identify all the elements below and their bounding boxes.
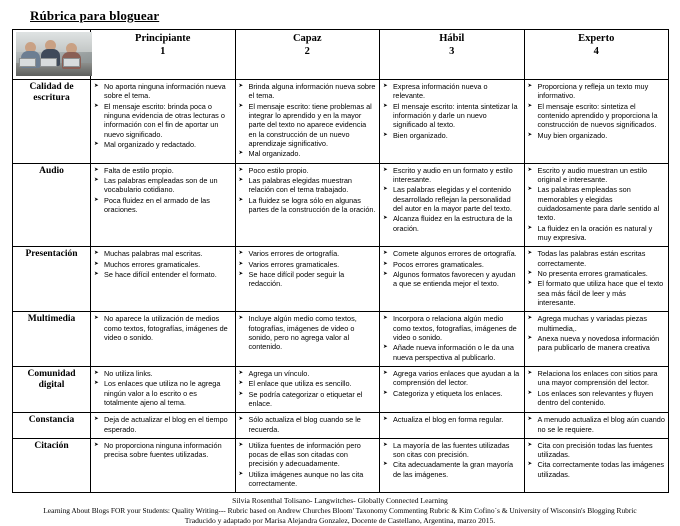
criterion-label: Audio	[13, 163, 91, 247]
cell-r5-c2	[380, 413, 525, 439]
list-item: ➤ Se podría categorizar o etiquetar el enlace.	[239, 390, 377, 409]
table-row	[13, 163, 669, 247]
level-header-4	[524, 30, 669, 80]
criterion-label: Calidad de escritura	[13, 80, 91, 164]
page-title: Rúbrica para bloguear	[30, 8, 160, 23]
cell-r2-c3	[524, 247, 669, 312]
list-item: ➤ Bien organizado.	[383, 131, 521, 140]
list-item: ➤ Relaciona los enlaces con sitios para una mayor comprensión del lector.	[528, 369, 666, 388]
level-label-1: Principiante	[135, 33, 191, 44]
cell-r0-c0	[91, 80, 236, 164]
cell-r2-c1	[235, 247, 380, 312]
level-number-3: 3	[449, 46, 455, 58]
level-label-4: Experto	[578, 33, 615, 44]
list-item: ➤ Muy bien organizado.	[528, 131, 666, 140]
list-item: ➤ Incorpora o relaciona algún medio como textos, fotografías, imágenes de video o sonido.	[383, 314, 521, 342]
criterion-label: Citación	[13, 438, 91, 493]
cell-r3-c2	[380, 312, 525, 367]
footer-line-3: Traducido y adaptado por Marisa Alejandra Gonzalez, Docente de Castellano, Argentina, marzo 2015.	[184, 515, 496, 525]
list-item: ➤ Agrega un vínculo.	[239, 369, 377, 378]
list-item: ➤ Algunos formatos favorecen y ayudan a que se entienda mejor el texto.	[383, 270, 521, 289]
list-item: ➤ No proporciona ninguna información precisa sobre fuentes utilizadas.	[94, 441, 232, 460]
table-row	[13, 413, 669, 439]
level-number-2: 2	[304, 46, 310, 58]
list-item: ➤ Brinda alguna información nueva sobre el tema.	[239, 82, 377, 101]
list-item: ➤ La fluidez se logra sólo en algunas partes de la construcción de la oración.	[239, 196, 377, 215]
table-row	[13, 247, 669, 312]
footer-line-2: Learning About Blogs FOR your Students: Quality Writing--- Rubric based on Andrew Churches Bloom' Taxonomy Commenting Rubric & Kim Cofino´s & University of Wisconsin's Blogging Rubric	[43, 506, 637, 516]
footer-line-1: Silvia Rosenthal Tolisano- Langwitches- Globally Connected Learning	[232, 496, 448, 506]
list-item: ➤ Proporciona y refleja un texto muy informativo.	[528, 82, 666, 101]
cell-r0-c2	[380, 80, 525, 164]
list-item: ➤ Escrito y audio en un formato y estilo interesante.	[383, 166, 521, 185]
list-item: ➤ No aparece la utilización de medios como textos, fotografías, imágenes de video o sonido.	[94, 314, 232, 342]
level-label-2: Capaz	[292, 33, 322, 44]
list-item: ➤ Actualiza el blog en forma regular.	[383, 415, 521, 424]
rubric-table	[12, 29, 669, 493]
list-item: ➤ Poca fluidez en el armado de las oraciones.	[94, 196, 232, 215]
cell-r1-c3	[524, 163, 669, 247]
list-item: ➤ Categoriza y etiqueta los enlaces.	[383, 389, 521, 398]
cell-r3-c0	[91, 312, 236, 367]
criterion-label: Constancia	[13, 413, 91, 439]
list-item: ➤ Incluye algún medio como textos, fotografías, imágenes de video o sonido, pero no agrega valor al contenido.	[239, 314, 377, 351]
cell-r2-c2	[380, 247, 525, 312]
list-item: ➤ Las palabras empleadas son memorables y elegidas cuidadosamente para darle sentido al texto.	[528, 185, 666, 222]
list-item: ➤ Poco estilo propio.	[239, 166, 377, 175]
list-item: ➤ El mensaje escrito: tiene problemas al integrar lo aprendido y en la mayor parte del texto no aparece evidencia en la construcción de un nuevo aprendizaje significativo.	[239, 102, 377, 149]
list-item: ➤ Las palabras empleadas son de un vocabulario cotidiano.	[94, 176, 232, 195]
list-item: ➤ La fluidez en la oración es natural y muy expresiva.	[528, 224, 666, 243]
list-item: ➤ Varios errores gramaticales.	[239, 260, 377, 269]
list-item: ➤ Cita con precisión todas las fuentes utilizadas.	[528, 441, 666, 460]
cell-r6-c3	[524, 438, 669, 493]
table-row	[13, 312, 669, 367]
cell-r2-c0	[91, 247, 236, 312]
list-item: ➤ La mayoría de las fuentes utilizadas son citas con precisión.	[383, 441, 521, 460]
list-item: ➤ Las palabras elegidas y el contenido desarrollado reflejan la personalidad del autor en la mayor parte del texto.	[383, 185, 521, 213]
list-item: ➤ Cita adecuadamente la gran mayoría de las imágenes.	[383, 460, 521, 479]
list-item: ➤ Utiliza fuentes de información pero pocas de ellas son citadas con precisión y adecuadamente.	[239, 441, 377, 469]
cell-r4-c0	[91, 366, 236, 412]
list-item: ➤ Sólo actualiza el blog cuando se le recuerda.	[239, 415, 377, 434]
level-header-1	[91, 30, 236, 80]
footer	[12, 496, 668, 525]
cell-r5-c1	[235, 413, 380, 439]
cell-r0-c1	[235, 80, 380, 164]
level-number-1: 1	[160, 46, 166, 58]
list-item: ➤ El formato que utiliza hace que el texto sea más fácil de leer y más interesante.	[528, 279, 666, 307]
cell-r1-c0	[91, 163, 236, 247]
list-item: ➤ Muchos errores gramaticales.	[94, 260, 232, 269]
list-item: ➤ Varios errores de ortografía.	[239, 249, 377, 258]
list-item: ➤ Los enlaces son relevantes y fluyen dentro del contenido.	[528, 389, 666, 408]
cell-r6-c2	[380, 438, 525, 493]
list-item: ➤ Escrito y audio muestran un estilo original e interesante.	[528, 166, 666, 185]
cell-r4-c3	[524, 366, 669, 412]
list-item: ➤ Añade nueva información o le da una nueva perspectiva al publicarlo.	[383, 343, 521, 362]
table-header-row	[13, 30, 669, 80]
list-item: ➤ Falta de estilo propio.	[94, 166, 232, 175]
list-item: ➤ Pocos errores gramaticales.	[383, 260, 521, 269]
table-row	[13, 438, 669, 493]
list-item: ➤ No aporta ninguna información nueva sobre el tema.	[94, 82, 232, 101]
list-item: ➤ El enlace que utiliza es sencillo.	[239, 379, 377, 388]
list-item: ➤ El mensaje escrito: brinda poca o ninguna evidencia de otras lecturas o información con el fin de aportar un nuevo significado.	[94, 102, 232, 139]
criterion-label: Comunidad digital	[13, 366, 91, 412]
list-item: ➤ Expresa información nueva o relevante.	[383, 82, 521, 101]
cell-r1-c1	[235, 163, 380, 247]
header-photo-cell	[13, 30, 91, 80]
table-row	[13, 366, 669, 412]
list-item: ➤ El mensaje escrito: sintetiza el contenido aprendido y proporciona la construcción de nuevos significados.	[528, 102, 666, 130]
list-item: ➤ Las palabras elegidas muestran relación con el tema trabajado.	[239, 176, 377, 195]
cell-r5-c3	[524, 413, 669, 439]
cell-r6-c0	[91, 438, 236, 493]
list-item: ➤ Alcanza fluidez en la estructura de la oración.	[383, 214, 521, 233]
cell-r0-c3	[524, 80, 669, 164]
list-item: ➤ Los enlaces que utiliza no le agrega ningún valor a lo escrito o es totalmente ajeno al tema.	[94, 379, 232, 407]
list-item: ➤ Cita correctamente todas las imágenes utilizadas.	[528, 460, 666, 479]
list-item: ➤ Agrega varios enlaces que ayudan a la comprensión del lector.	[383, 369, 521, 388]
list-item: ➤ Agrega muchas y variadas piezas multimedia,.	[528, 314, 666, 333]
list-item: ➤ Deja de actualizar el blog en el tiempo esperado.	[94, 415, 232, 434]
list-item: ➤ Se hace difícil entender el formato.	[94, 270, 232, 279]
list-item: ➤ A menudo actualiza el blog aún cuando no se le requiere.	[528, 415, 666, 434]
students-with-laptops-photo	[16, 32, 92, 76]
criterion-label: Multimedia	[13, 312, 91, 367]
cell-r1-c2	[380, 163, 525, 247]
list-item: ➤ Mal organizado y redactado.	[94, 140, 232, 149]
cell-r4-c2	[380, 366, 525, 412]
list-item: ➤ No presenta errores gramaticales.	[528, 269, 666, 278]
list-item: ➤ Anexa nueva y novedosa información para publicarlo de manera creativa	[528, 334, 666, 353]
list-item: ➤ Muchas palabras mal escritas.	[94, 249, 232, 258]
list-item: ➤ El mensaje escrito: intenta sintetizar la información y darle un nuevo significado al texto.	[383, 102, 521, 130]
table-row	[13, 80, 669, 164]
cell-r3-c1	[235, 312, 380, 367]
cell-r3-c3	[524, 312, 669, 367]
list-item: ➤ No utiliza links.	[94, 369, 232, 378]
level-number-4: 4	[593, 46, 599, 58]
list-item: ➤ Comete algunos errores de ortografía.	[383, 249, 521, 258]
list-item: ➤ Mal organizado.	[239, 149, 377, 158]
criterion-label: Presentación	[13, 247, 91, 312]
level-header-3	[380, 30, 525, 80]
list-item: ➤ Todas las palabras están escritas correctamente.	[528, 249, 666, 268]
list-item: ➤ Utiliza imágenes aunque no las cita correctamente.	[239, 470, 377, 489]
list-item: ➤ Se hace difícil poder seguir la redacción.	[239, 270, 377, 289]
level-header-2	[235, 30, 380, 80]
cell-r6-c1	[235, 438, 380, 493]
cell-r4-c1	[235, 366, 380, 412]
cell-r5-c0	[91, 413, 236, 439]
level-label-3: Hábil	[439, 33, 465, 44]
